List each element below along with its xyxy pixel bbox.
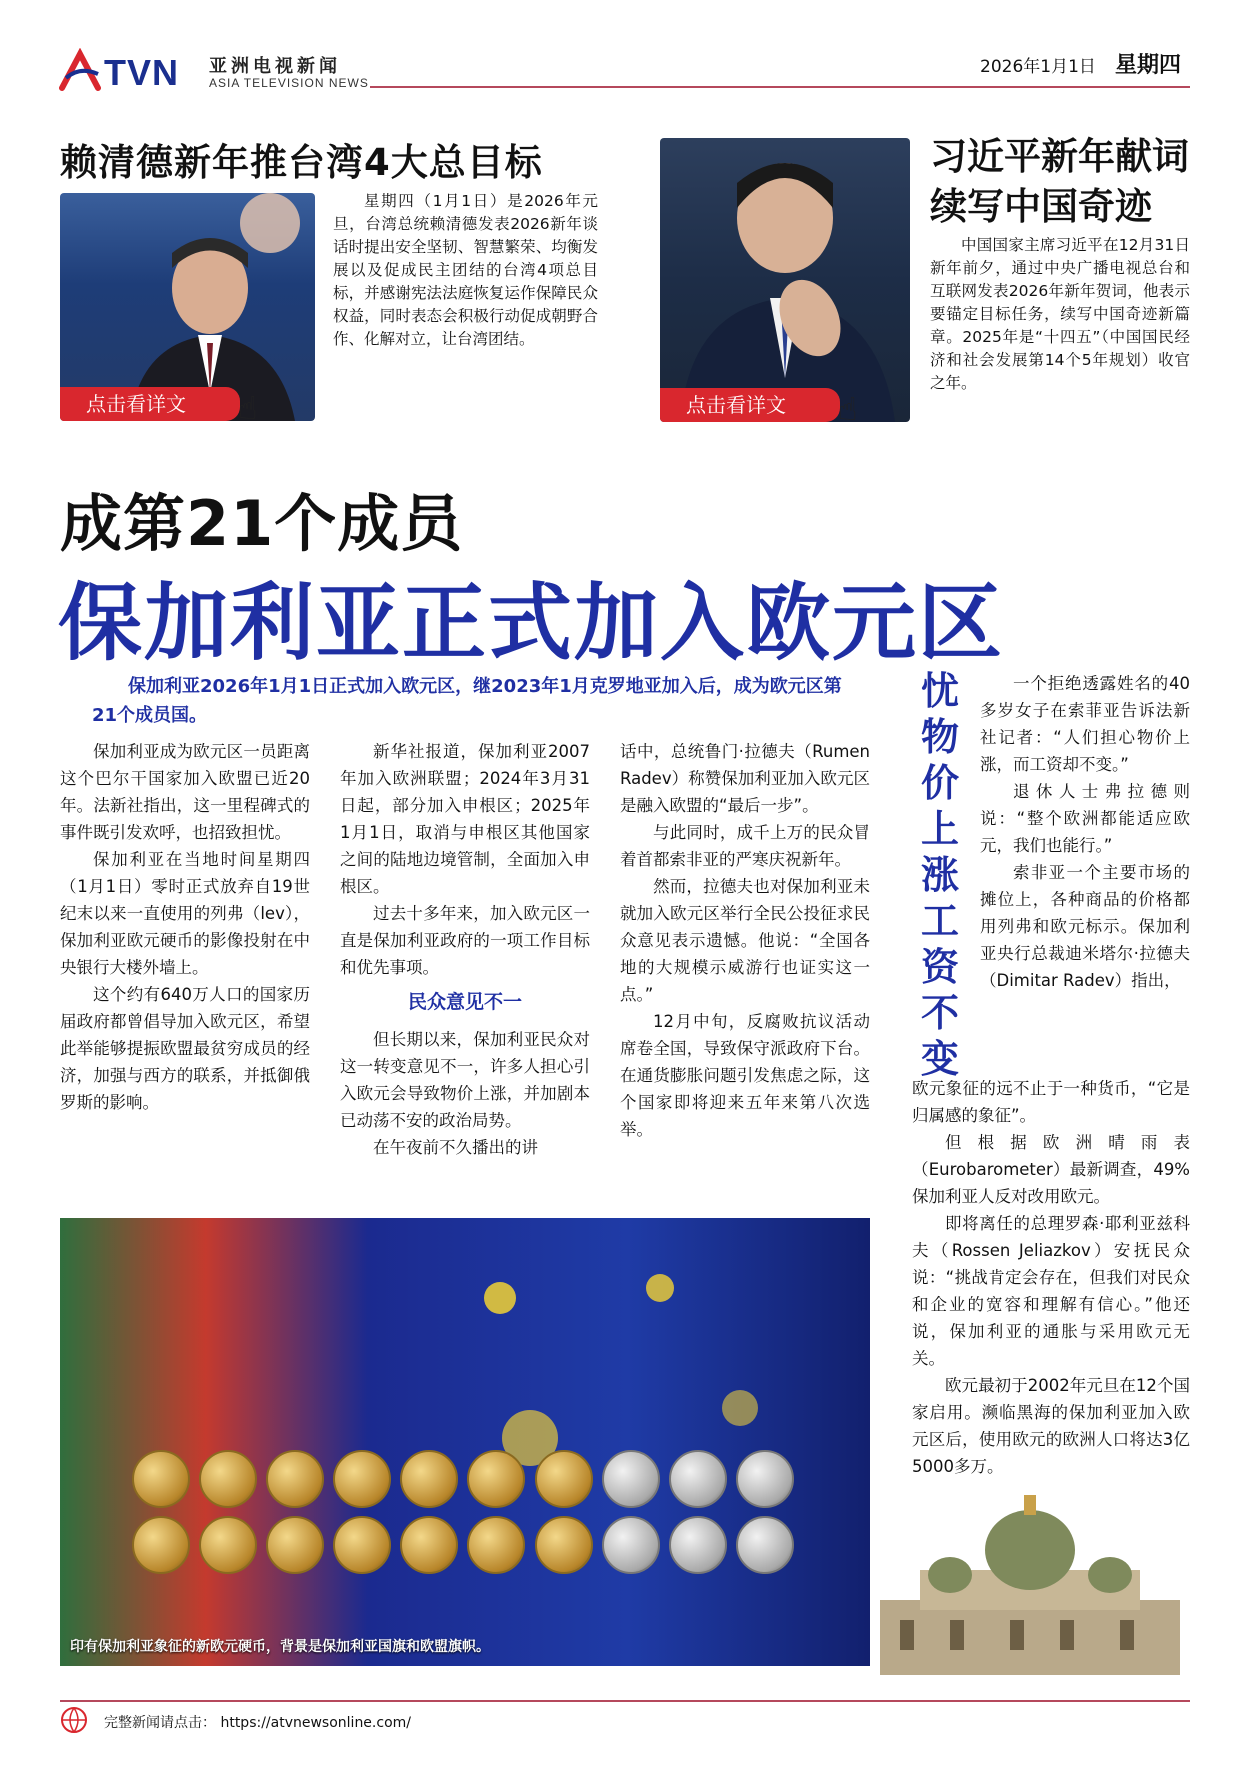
lai-body: 星期四（1月1日）是2026年元旦，台湾总统赖清德发表2026新年谈话时提出安全坚韧、智慧繁荣、均衡发展以及促成民主团结的台湾4项总目标，并感谢宪法法庭恢复运作保障民众权益，同时表态会积极行动促成朝野合作、化解对立，让台湾团结。 [333,192,598,348]
paragraph: 但根据欧洲晴雨表（Eurobarometer）最新调查，49%保加利亚人反对改用欧元。 [912,1133,1190,1206]
xi-headline-line1: 习近平新年献词 [930,135,1189,178]
paragraph: 12月中旬，反腐败抗议活动席卷全国，导致保守派政府下台。在通货膨胀问题引发焦虑之际，这个国家即将迎来五年来第八次选举。 [620,1012,870,1139]
paragraph: 过去十多年来，加入欧元区一直是保加利亚政府的一项工作目标和优先事项。 [340,904,590,977]
paragraph: 索非亚一个主要市场的摊位上，各种商品的价格都用列弗和欧元标示。保加利亚央行总裁迪米塔尔·拉德夫（Dimitar Radev）指出， [980,863,1190,990]
coin [199,1516,257,1574]
xi-portrait [660,138,910,422]
globe-link-icon [60,1706,88,1734]
xi-photo[interactable] [660,138,910,422]
main-column-2 [340,738,590,1161]
xi-read-more-button[interactable] [660,388,858,422]
logo-text: TVN [104,52,179,93]
coin [400,1450,458,1508]
atvn-logo-mark [58,48,104,94]
xi-headline [930,132,1200,232]
atvn-logo [58,48,190,94]
paragraph: 在午夜前不久播出的讲 [373,1138,538,1157]
paragraph: 但长期以来，保加利亚民众对这一转变意见不一，许多人担心引入欧元会导致物价上涨，并加剧本已动荡不安的政治局势。 [340,1030,590,1130]
coin [132,1516,190,1574]
coin [266,1516,324,1574]
paragraph: 保加利亚在当地时间星期四（1月1日）零时正式放弃自19世纪末以来一直使用的列弗（lev），保加利亚欧元硬币的影像投射在中央银行大楼外墙上。 [60,850,310,977]
coin [400,1516,458,1574]
main-column-3 [620,738,870,1143]
paragraph: 欧元最初于2002年元旦在12个国家启用。濒临黑海的保加利亚加入欧元区后，使用欧元的欧洲人口将达3亿5000多万。 [912,1376,1190,1476]
footer-link[interactable] [104,1712,411,1732]
lai-read-more-button[interactable] [60,387,258,421]
sidebar-column-top [980,670,1190,994]
coin [669,1516,727,1574]
coin [333,1516,391,1574]
coin [132,1450,190,1508]
photo-caption: 印有保加利亚象征的新欧元硬币，背景是保加利亚国旗和欧盟旗帜。 [70,1639,490,1655]
paragraph: 保加利亚成为欧元区一员距离这个巴尔干国家加入欧盟已近20年。法新社指出，这一里程碑式的事件既引发欢呼，也招致担忧。 [60,742,310,842]
coin [535,1450,593,1508]
masthead-rule [370,86,1190,88]
footer-rule [60,1700,1190,1702]
coin [467,1516,525,1574]
pointer-hand-icon: ☝ [838,390,858,422]
lai-read-more-label: 点击看详文 [86,392,186,416]
coin [602,1450,660,1508]
pointer-hand-icon: ☝ [238,389,258,421]
paragraph: 一个拒绝透露姓名的40多岁女子在索菲亚告诉法新社记者：“人们担心物价上涨，而工资却不变。” [980,674,1190,774]
footer-label: 完整新闻请点击： [104,1715,216,1731]
xi-headline-line2: 续写中国奇迹 [930,185,1152,228]
coin [736,1450,794,1508]
paragraph: 即将离任的总理罗森·耶利亚兹科夫（Rossen Jeliazkov）安抚民众说：“挑战肯定会存在，但我们对民众和企业的宽容和理解有信心。”他还说，保加利亚的通胀与采用欧元无关。 [912,1214,1190,1368]
footer-url[interactable]: https://atvnewsonline.com/ [220,1715,411,1731]
lai-headline: 赖清德新年推台湾4大总目标 [60,141,543,184]
xi-body: 中国国家主席习近平在12月31日新年前夕，通过中央广播电视总台和互联网发表2026年新年贺词，他表示要锚定目标任务，续写中国奇迹新篇章。2025年是“十四五”（中国国民经济和社会发展第14个5年规划）收官之年。 [930,236,1190,392]
euro-coins-photo [60,1218,870,1666]
sidebar-column-bottom [912,1075,1190,1480]
coin [669,1450,727,1508]
sidebar-heading: 忧物价上涨工资不变 [920,669,959,1081]
paragraph: 这个约有640万人口的国家历届政府都曾倡导加入欧元区，希望此举能够提振欧盟最贫穷成员的经济，加强与西方的联系，并抵御俄罗斯的影响。 [60,985,310,1112]
coin [199,1450,257,1508]
coin-rows [130,1448,810,1580]
xi-read-more-label: 点击看详文 [686,393,786,417]
paragraph: 新华社报道，保加利亚2007年加入欧洲联盟；2024年3月31日起，部分加入申根区；2025年1月1日，取消与申根区其他国家之间的陆地边境管制，全面加入申根区。 [340,742,590,896]
coin [535,1516,593,1574]
main-column-1 [60,738,310,1116]
paragraph: 欧元象征的远不止于一种货币，“它是归属感的象征”。 [912,1079,1190,1125]
brand-name-en: ASIA TELEVISION NEWS [209,76,369,90]
main-lede: 保加利亚2026年1月1日正式加入欧元区，继2023年1月克罗地亚加入后，成为欧元区第21个成员国。 [92,676,842,726]
main-kicker: 成第21个成员 [60,487,464,560]
issue-weekday: 星期四 [1115,53,1182,78]
issue-date: 2026年1月1日 [980,57,1096,77]
coin [333,1450,391,1508]
paragraph: 退休人士弗拉德则说：“整个欧洲都能适应欧元，我们也能行。” [980,782,1190,855]
coin [266,1450,324,1508]
main-headline: 保加利亚正式加入欧元区 [58,574,1005,672]
section-subhead: 民众意见不一 [407,991,522,1013]
paragraph: 然而，拉德夫也对保加利亚未就加入欧元区举行全民公投征求民众意见表示遗憾。他说：“全国各地的大规模示威游行也证实这一点。” [620,877,870,1004]
paragraph: 话中，总统鲁门·拉德夫（Rumen Radev）称赞保加利亚加入欧元区是融入欧盟的“最后一步”。 [620,742,870,815]
cathedral-illustration [860,1490,1200,1680]
eu-stars [440,1258,800,1478]
brand-name-cn: 亚洲电视新闻 [209,56,341,77]
coin [602,1516,660,1574]
lai-photo[interactable] [60,193,315,421]
coin [467,1450,525,1508]
paragraph: 与此同时，成千上万的民众冒着首都索非亚的严寒庆祝新年。 [620,823,870,869]
coin [736,1516,794,1574]
